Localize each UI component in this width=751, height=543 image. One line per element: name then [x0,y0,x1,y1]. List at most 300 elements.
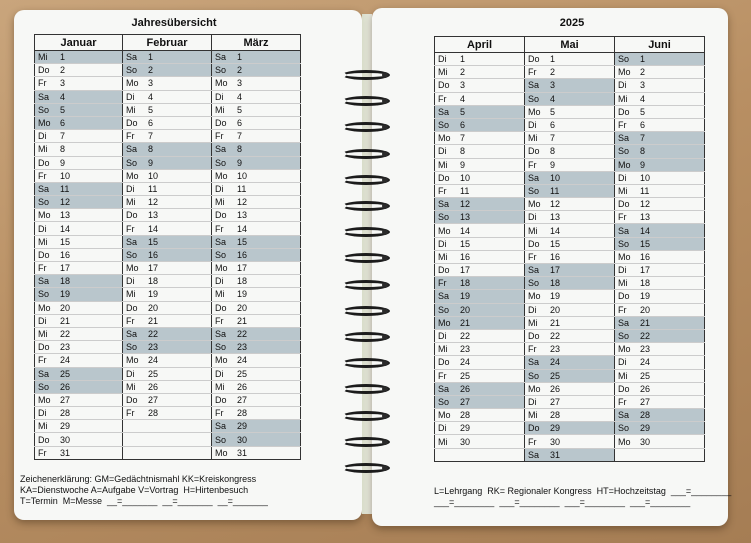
day-cell [35,235,123,248]
day-number: 5 [60,104,66,115]
day-cell [525,382,615,395]
weekday-label: Do [528,423,540,434]
table-row [35,433,301,446]
day-cell [123,235,212,248]
day-number: 21 [148,315,159,326]
day-number: 18 [640,278,651,289]
weekday-label: So [38,381,50,392]
day-number: 24 [460,357,471,368]
day-number: 10 [550,172,561,183]
day-cell [212,314,301,327]
day-cell [525,66,615,79]
weekday-label: Mo [438,225,451,236]
day-cell [615,448,705,461]
day-number: 9 [550,159,556,170]
weekday-label: Mi [215,104,225,115]
day-number: 26 [60,381,71,392]
day-cell [35,196,123,209]
day-number: 28 [460,410,471,421]
day-cell [435,132,525,145]
day-number: 14 [550,225,561,236]
table-row [435,369,705,382]
binding-hole [382,72,388,78]
day-number: 23 [460,344,471,355]
day-number: 15 [148,236,159,247]
day-number: 27 [550,396,561,407]
binding-hole [382,465,388,471]
day-cell [123,327,212,340]
day-number: 19 [60,289,71,300]
day-cell [123,367,212,380]
day-number: 16 [640,251,651,262]
weekday-label: Do [38,157,50,168]
weekday-label: Mi [438,67,448,78]
table-row [435,211,705,224]
day-number: 25 [640,370,651,381]
weekday-label: Di [528,120,537,131]
table-row [435,264,705,277]
day-number: 30 [640,436,651,447]
weekday-label: Fr [528,251,537,262]
day-number: 6 [237,118,243,129]
left-page-title: Jahresübersicht [131,17,217,29]
weekday-label: Mo [528,383,541,394]
day-number: 6 [640,120,646,131]
weekday-label: Mo [438,410,451,421]
weekday-label: Di [38,131,47,142]
binding-hole [382,151,388,157]
weekday-label: Mi [38,421,48,432]
day-number: 23 [640,344,651,355]
weekday-label: Sa [618,225,630,236]
weekday-label: Fr [126,223,135,234]
day-number: 20 [60,302,71,313]
day-cell [123,262,212,275]
binding-hole [382,334,388,340]
weekday-label: So [438,212,450,223]
day-cell [615,184,705,197]
weekday-label: Mo [618,344,631,355]
table-row [35,196,301,209]
table-row [35,130,301,143]
day-cell [615,145,705,158]
day-number: 6 [460,120,466,131]
day-cell [525,158,615,171]
day-number: 24 [640,357,651,368]
day-number: 14 [148,223,159,234]
weekday-label: Do [618,106,630,117]
day-cell [35,275,123,288]
weekday-label: Mi [38,144,48,155]
table-row [35,182,301,195]
weekday-label: Sa [215,236,227,247]
weekday-label: Do [126,118,138,129]
calendar-body [435,53,705,462]
weekday-label: So [438,120,450,131]
day-cell [212,446,301,459]
day-cell [435,395,525,408]
day-number: 22 [148,329,159,340]
day-number: 1 [148,52,154,63]
day-number: 10 [460,172,471,183]
day-cell [123,64,212,77]
day-number: 3 [460,80,466,91]
table-row [35,77,301,90]
weekday-label: Fr [438,185,447,196]
weekday-label: Sa [126,329,138,340]
day-cell [123,341,212,354]
day-cell [35,51,123,64]
day-cell [123,77,212,90]
weekday-label: Fr [215,408,224,419]
binding-hole [382,203,388,209]
table-row [35,393,301,406]
table-row [435,250,705,263]
day-cell [212,262,301,275]
day-cell [123,156,212,169]
day-cell [615,303,705,316]
day-cell [35,143,123,156]
binding-hole [382,282,388,288]
day-cell [435,237,525,250]
day-cell [435,303,525,316]
weekday-label: Do [438,265,450,276]
day-number: 28 [550,410,561,421]
day-cell [615,409,705,422]
table-row [435,132,705,145]
weekday-label: So [618,238,630,249]
day-cell [525,264,615,277]
weekday-label: Fr [215,315,224,326]
table-row [435,343,705,356]
day-number: 8 [460,146,466,157]
day-number: 29 [460,423,471,434]
day-number: 26 [550,383,561,394]
table-row [435,329,705,342]
weekday-label: Sa [38,91,50,102]
day-cell [525,132,615,145]
day-number: 9 [460,159,466,170]
day-cell [212,169,301,182]
weekday-label: Do [38,65,50,76]
weekday-label: Mi [618,370,628,381]
table-row [435,237,705,250]
weekday-label: Mo [528,291,541,302]
month-header: April [435,37,525,53]
day-number: 25 [550,370,561,381]
day-number: 16 [550,251,561,262]
weekday-label: Do [215,210,227,221]
table-row [435,303,705,316]
table-row [435,171,705,184]
day-cell [123,248,212,261]
day-cell [123,90,212,103]
day-number: 4 [148,91,154,102]
table-row [435,145,705,158]
day-cell [525,277,615,290]
weekday-label: Do [528,331,540,342]
day-cell [212,235,301,248]
day-cell [435,92,525,105]
weekday-label: Mi [126,104,136,115]
day-number: 23 [60,342,71,353]
day-number: 7 [60,131,66,142]
day-cell [35,169,123,182]
weekday-label: Fr [126,131,135,142]
day-number: 18 [60,276,71,287]
table-row [35,314,301,327]
table-row [35,116,301,129]
weekday-label: Sa [215,144,227,155]
calendar-table-apr-jun [434,36,705,462]
weekday-label: Sa [528,357,540,368]
day-number: 7 [148,131,154,142]
day-number: 1 [237,52,243,63]
weekday-label: Mi [438,436,448,447]
day-number: 22 [640,331,651,342]
weekday-label: Mo [126,78,139,89]
day-cell [615,382,705,395]
binding-hole [382,413,388,419]
table-row [35,407,301,420]
day-number: 26 [460,383,471,394]
day-cell [525,290,615,303]
weekday-label: Mi [618,185,628,196]
weekday-label: Mo [528,199,541,210]
day-cell [35,130,123,143]
day-cell [435,343,525,356]
table-row [35,262,301,275]
weekday-label: Mi [126,381,136,392]
month-header: Februar [123,35,212,51]
weekday-label: Mo [618,251,631,262]
day-number: 22 [550,331,561,342]
day-number: 21 [460,317,471,328]
weekday-label: Do [38,434,50,445]
day-number: 17 [148,263,159,274]
day-number: 29 [550,423,561,434]
day-number: 9 [640,159,646,170]
day-number: 21 [60,315,71,326]
table-row [435,395,705,408]
legend-footer: Zeichenerklärung: GM=Gedächtnismahl KK=Kreiskongress KA=Dienstwoche A=Aufgabe V=Vortrag H=Hirtenbesuch T=Termin M=Messe __=_______ __=_______ __=_______ [20,474,268,506]
weekday-label: Mi [38,236,48,247]
day-cell [435,198,525,211]
month-header: Mai [525,37,615,53]
weekday-label: Mi [215,197,225,208]
day-number: 9 [148,157,154,168]
weekday-label: Sa [528,449,540,460]
day-number: 19 [460,291,471,302]
day-cell [435,79,525,92]
day-number: 14 [237,223,248,234]
weekday-label: Sa [438,383,450,394]
day-cell [435,369,525,382]
day-cell [123,103,212,116]
weekday-label: So [215,65,227,76]
day-number: 27 [60,394,71,405]
day-cell [35,314,123,327]
month-header: März [212,35,301,51]
day-cell [35,327,123,340]
day-number: 18 [237,276,248,287]
day-cell [615,211,705,224]
table-row [435,105,705,118]
day-cell [212,156,301,169]
day-number: 12 [237,197,248,208]
weekday-label: So [618,331,630,342]
day-cell [435,316,525,329]
table-row [35,275,301,288]
day-cell [123,407,212,420]
day-number: 1 [640,54,646,65]
weekday-label: So [528,370,540,381]
weekday-label: Di [38,408,47,419]
weekday-label: Mo [215,355,228,366]
day-number: 17 [60,263,71,274]
day-cell [615,277,705,290]
day-number: 26 [148,381,159,392]
day-number: 16 [148,249,159,260]
day-number: 16 [460,251,471,262]
table-row [35,367,301,380]
weekday-label: Do [528,238,540,249]
day-cell [615,356,705,369]
table-row [435,118,705,131]
day-number: 12 [60,197,71,208]
day-number: 3 [60,78,66,89]
day-cell [525,316,615,329]
weekday-label: Mi [528,225,538,236]
weekday-label: Fr [38,263,47,274]
day-cell [212,77,301,90]
day-cell [435,158,525,171]
weekday-label: Mi [618,278,628,289]
weekday-label: Do [528,146,540,157]
day-cell [35,354,123,367]
day-cell [435,250,525,263]
day-number: 8 [148,144,154,155]
day-number: 24 [60,355,71,366]
day-cell [212,116,301,129]
day-number: 4 [460,93,466,104]
day-cell [615,250,705,263]
day-number: 12 [550,199,561,210]
weekday-label: Do [438,172,450,183]
day-cell [525,198,615,211]
day-number: 5 [550,106,556,117]
table-row [35,103,301,116]
day-cell [123,275,212,288]
right-page-title: 2025 [559,17,585,29]
weekday-label: So [38,289,50,300]
day-number: 5 [148,104,154,115]
day-number: 2 [640,67,646,78]
day-number: 25 [237,368,248,379]
day-number: 25 [460,370,471,381]
weekday-label: Fr [618,396,627,407]
day-number: 21 [237,315,248,326]
day-number: 5 [640,106,646,117]
day-cell [123,314,212,327]
day-cell [35,77,123,90]
day-number: 19 [640,291,651,302]
day-number: 13 [237,210,248,221]
day-cell [35,367,123,380]
day-cell [525,448,615,461]
day-number: 1 [550,54,556,65]
day-number: 27 [148,394,159,405]
day-number: 3 [237,78,243,89]
weekday-label: Di [438,331,447,342]
weekday-label: Di [126,91,135,102]
day-number: 30 [550,436,561,447]
weekday-label: Do [215,302,227,313]
table-row [435,290,705,303]
weekday-label: Fr [618,304,627,315]
weekday-label: Mo [38,394,51,405]
day-number: 6 [550,120,556,131]
table-row [435,435,705,448]
table-row [35,156,301,169]
day-number: 31 [60,447,71,458]
day-cell [212,393,301,406]
day-number: 29 [640,423,651,434]
day-cell [435,290,525,303]
day-number: 14 [460,225,471,236]
day-number: 11 [550,185,560,196]
day-cell [212,51,301,64]
table-row [35,420,301,433]
day-number: 27 [237,394,248,405]
weekday-label: Mo [126,355,139,366]
weekday-label: Mo [38,302,51,313]
weekday-label: Di [438,423,447,434]
day-number: 3 [550,80,556,91]
day-cell [212,341,301,354]
weekday-label: Mo [618,67,631,78]
day-cell [35,380,123,393]
day-cell [615,343,705,356]
day-number: 19 [550,291,561,302]
day-cell [212,288,301,301]
day-cell [615,237,705,250]
day-cell [212,433,301,446]
day-cell [525,105,615,118]
day-number: 8 [60,144,66,155]
table-row [35,64,301,77]
day-cell [123,301,212,314]
day-number: 25 [60,368,71,379]
weekday-label: Di [618,172,627,183]
day-number: 23 [237,342,248,353]
weekday-label: Fr [618,212,627,223]
table-row [435,409,705,422]
weekday-label: Sa [215,52,227,63]
table-row [35,341,301,354]
weekday-label: Mo [618,436,631,447]
day-cell [212,103,301,116]
day-cell [212,301,301,314]
day-number: 4 [60,91,66,102]
day-number: 21 [550,317,561,328]
weekday-label: Mi [126,289,136,300]
day-cell [615,132,705,145]
day-number: 27 [460,396,471,407]
table-row [435,79,705,92]
day-number: 11 [60,183,70,194]
day-cell [123,420,212,433]
